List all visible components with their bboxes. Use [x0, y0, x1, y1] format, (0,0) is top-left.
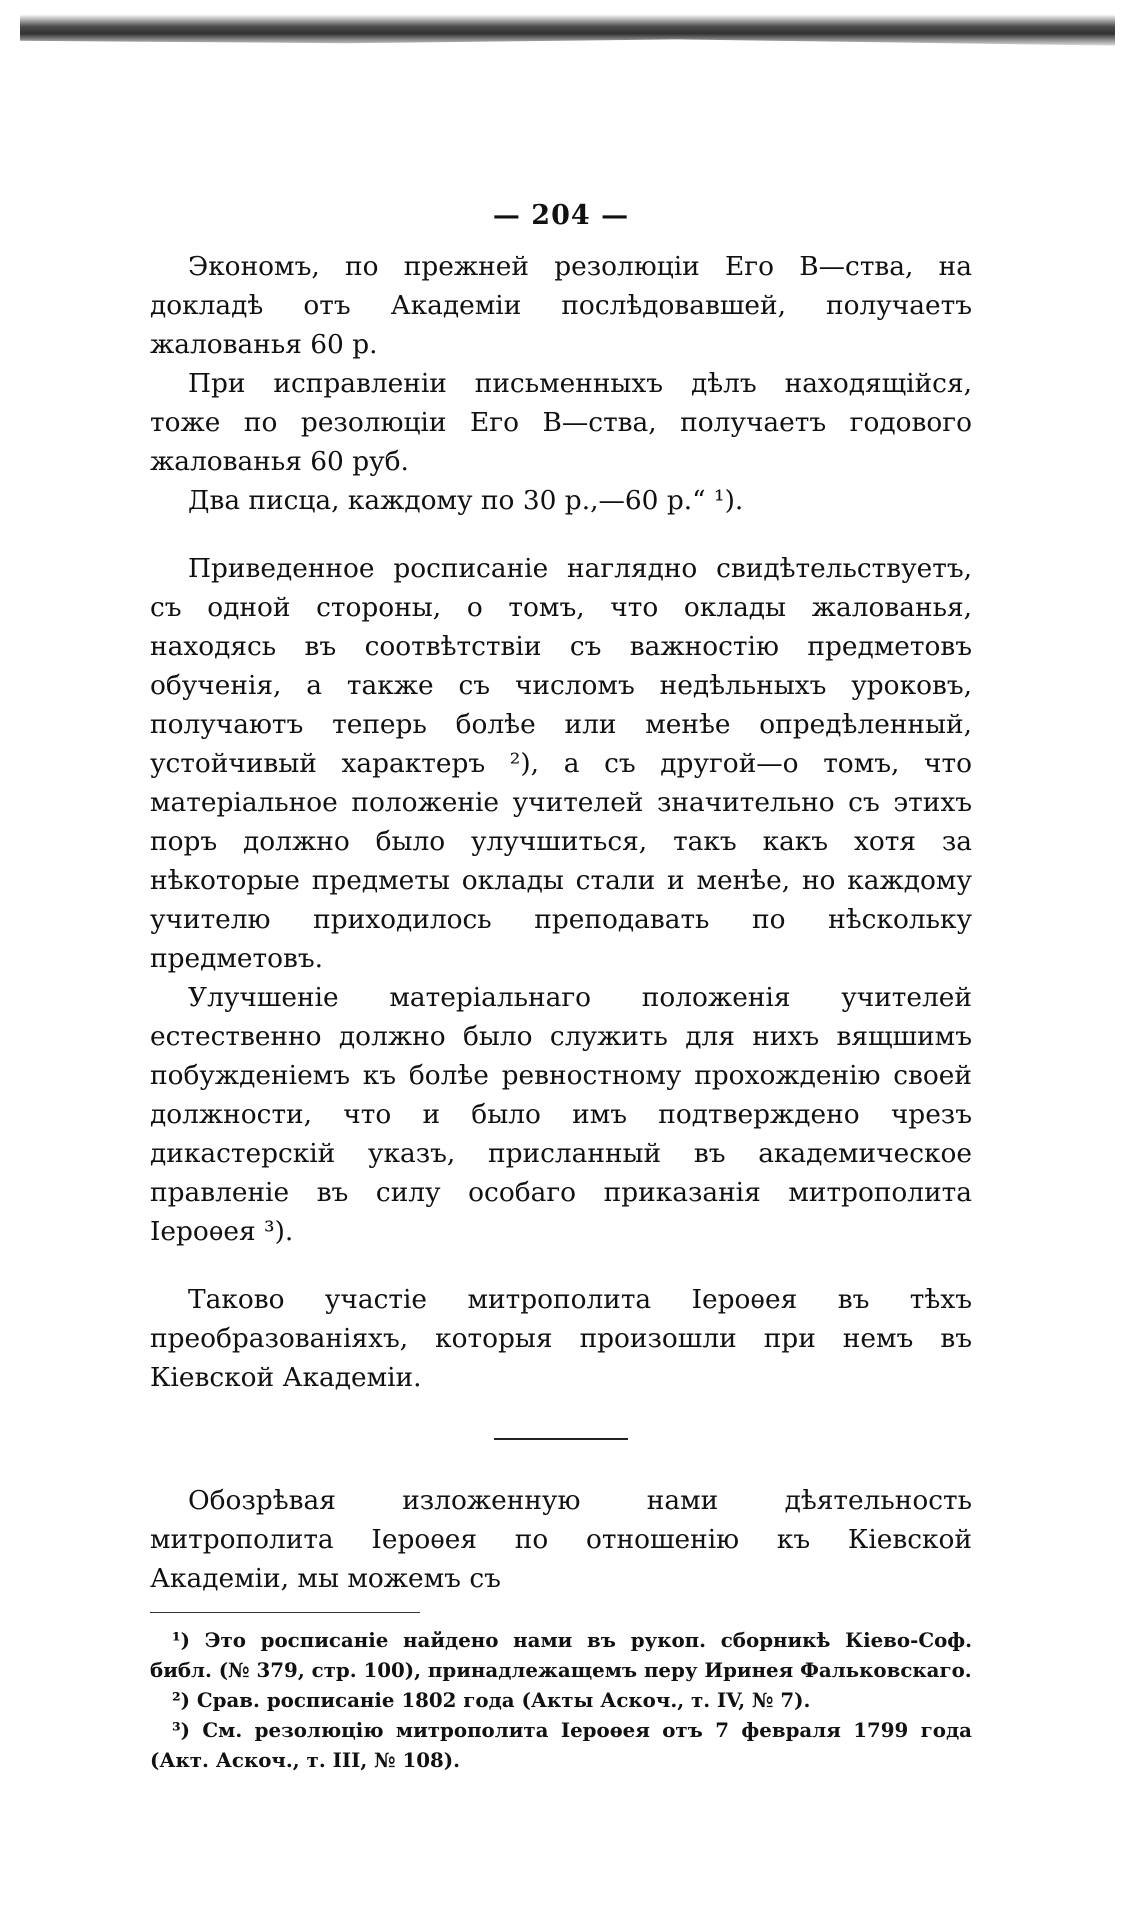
paragraph-uluchshenie: Улучшеніе матеріальнаго положенія учителей естественно должно было служить для нихъ вящшимъ побужденіемъ къ болѣе ревностному прохожденію своей должности, что и было имъ подтверждено чрезъ дикастерскій указъ, присланный въ академическое правленіе въ силу особаго приказанія митрополита Іероѳея ³).	[150, 982, 972, 1247]
page-body	[150, 200, 972, 1775]
paragraph-ekonom: Экономъ, по прежней резолюціи Его В—ства, на докладѣ отъ Академіи послѣдовавшей, получаетъ жалованья 60 р.	[150, 251, 972, 360]
paragraph-takovo: Таково участіе митрополита Іероѳея въ тѣхъ преобразованіяхъ, которыя произошли при немъ въ Кіевской Академіи.	[150, 1284, 972, 1393]
scan-top-edge	[20, 0, 1115, 48]
footnote-rule	[150, 1612, 420, 1613]
paragraph-dva-pisca: Два писца, каждому по 30 р.,—60 р.“ ¹).	[188, 485, 744, 516]
footnote-3: ³) См. резолюцію митрополита Іероѳея отъ 7 февраля 1799 года (Акт. Аскоч., т. III, № 108).	[150, 1718, 972, 1772]
page-number: — 204 —	[492, 200, 630, 231]
paragraph-ispravlenie: При исправленіи письменныхъ дѣлъ находящійся, тоже по резолюціи Его В—ства, получаетъ годового жалованья 60 руб.	[150, 368, 972, 477]
footnote-1: ¹) Это росписаніе найдено нами въ рукоп. сборникѣ Кіево-Соф. библ. (№ 379, стр. 100), принадлежащемъ перу Иринея Фальковскаго.	[150, 1628, 972, 1682]
paragraph-privedennoe: Приведенное росписаніе наглядно свидѣтельствуетъ, съ одной стороны, о томъ, что оклады жалованья, находясь въ соотвѣтствіи съ важностію предметовъ обученія, а также съ числомъ недѣльныхъ уроковъ, получаютъ теперь болѣе или менѣе опредѣленный, устойчивый характеръ ²), а съ другой—о томъ, что матеріальное положеніе учителей значительно съ этихъ поръ должно было улучшиться, такъ какъ хотя за нѣкоторые предметы оклады стали и менѣе, но каждому учителю приходилось преподавать по нѣскольку предметовъ.	[150, 553, 972, 974]
footnote-2: ²) Срав. росписаніе 1802 года (Акты Аскоч., т. IV, № 7).	[172, 1688, 811, 1712]
paragraph-obozrevaya: Обозрѣвая изложенную нами дѣятельность митрополита Іероѳея по отношенію къ Кіевской Академіи, мы можемъ съ	[150, 1485, 972, 1594]
